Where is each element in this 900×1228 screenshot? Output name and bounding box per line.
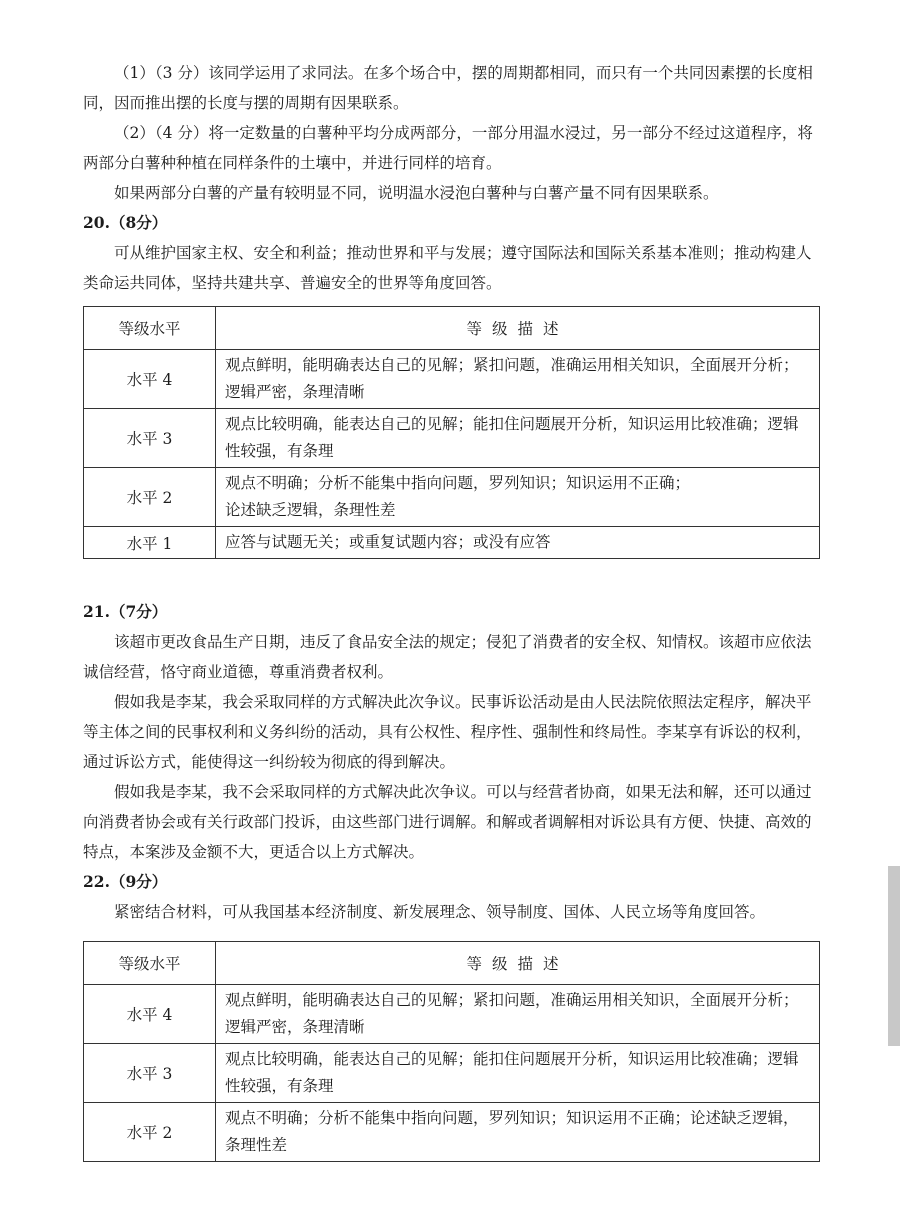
rubric-row [84, 1103, 820, 1162]
rubric-description-cell: 观点不明确；分析不能集中指向问题，罗列知识；知识运用不正确；论述缺乏逻辑，条理性差 [216, 1103, 820, 1162]
rubric-header-description: 等级描述 [216, 942, 820, 985]
rubric-header-description: 等级描述 [216, 307, 820, 350]
rubric-header-row [84, 942, 820, 985]
rubric-row [84, 409, 820, 468]
rubric-level-cell: 水平 1 [84, 527, 216, 559]
question-22-text: 紧密结合材料，可从我国基本经济制度、新发展理念、领导制度、国体、人民立场等角度回答。 [114, 903, 766, 921]
rubric-level-cell: 水平 2 [84, 468, 216, 527]
question-21-p3: 假如我是李某，我不会采取同样的方式解决此次争议。可以与经营者协商，如果无法和解，还可以通过向消费者协会或有关行政部门投诉，由这些部门进行调解。和解或者调解相对诉讼具有方便、快捷、高效的特点，本案涉及金额不大，更适合以上方式解决。 [83, 783, 812, 861]
rubric-row [84, 350, 820, 409]
rubric-header-row [84, 307, 820, 350]
rubric-level-cell: 水平 4 [84, 985, 216, 1044]
answer-part-2-conclusion: 如果两部分白薯的产量有较明显不同，说明温水浸泡白薯种与白薯产量不同有因果联系。 [114, 184, 719, 202]
question-22-title: 22.（9分） [83, 872, 168, 891]
rubric-description-cell: 观点不明确；分析不能集中指向问题，罗列知识；知识运用不正确； 论述缺乏逻辑，条理性差 [216, 468, 820, 527]
answer-key-page [83, 58, 820, 1162]
question-20-title: 20.（8分） [83, 213, 168, 232]
rubric-level-cell: 水平 4 [84, 350, 216, 409]
rubric-row [84, 468, 820, 527]
rubric-description-cell: 观点比较明确，能表达自己的见解；能扣住问题展开分析，知识运用比较准确；逻辑性较强，有条理 [216, 409, 820, 468]
rubric-header-level: 等级水平 [84, 942, 216, 985]
rubric-table-q22 [83, 941, 820, 1162]
question-21-p2: 假如我是李某，我会采取同样的方式解决此次争议。民事诉讼活动是由人民法院依照法定程序，解决平等主体之间的民事权利和义务纠纷的活动，具有公权性、程序性、强制性和终局性。李某享有诉讼的权利，通过诉讼方式，能使得这一纠纷较为彻底的得到解决。 [83, 693, 812, 771]
answer-part-1: （1）（3 分）该同学运用了求同法。在多个场合中，摆的周期都相同，而只有一个共同因素摆的长度相同，因而推出摆的长度与摆的周期有因果联系。 [83, 64, 813, 112]
rubric-row [84, 527, 820, 559]
rubric-description-cell: 观点鲜明，能明确表达自己的见解；紧扣问题，准确运用相关知识，全面展开分析；逻辑严密，条理清晰 [216, 350, 820, 409]
rubric-row [84, 1044, 820, 1103]
question-21-p1: 该超市更改食品生产日期，违反了食品安全法的规定；侵犯了消费者的安全权、知情权。该超市应依法诚信经营，恪守商业道德，尊重消费者权利。 [83, 633, 812, 681]
scrollbar-thumb[interactable] [888, 866, 900, 1046]
rubric-row [84, 985, 820, 1044]
rubric-description-cell: 应答与试题无关；或重复试题内容；或没有应答 [216, 527, 820, 559]
rubric-description-cell: 观点鲜明，能明确表达自己的见解；紧扣问题，准确运用相关知识，全面展开分析；逻辑严密，条理清晰 [216, 985, 820, 1044]
rubric-level-cell: 水平 2 [84, 1103, 216, 1162]
rubric-header-level: 等级水平 [84, 307, 216, 350]
rubric-level-cell: 水平 3 [84, 409, 216, 468]
question-20-text: 可从维护国家主权、安全和利益；推动世界和平与发展；遵守国际法和国际关系基本准则；推动构建人类命运共同体，坚持共建共享、普遍安全的世界等角度回答。 [83, 244, 812, 292]
question-21-title: 21.（7分） [83, 602, 168, 621]
rubric-table-q20 [83, 306, 820, 559]
rubric-level-cell: 水平 3 [84, 1044, 216, 1103]
rubric-body-q20 [84, 350, 820, 559]
answer-part-2: （2）（4 分）将一定数量的白薯种平均分成两部分，一部分用温水浸过，另一部分不经过这道程序，将两部分白薯种种植在同样条件的土壤中，并进行同样的培育。 [83, 124, 813, 172]
rubric-description-cell: 观点比较明确，能表达自己的见解；能扣住问题展开分析，知识运用比较准确；逻辑性较强，有条理 [216, 1044, 820, 1103]
rubric-body-q22 [84, 985, 820, 1162]
